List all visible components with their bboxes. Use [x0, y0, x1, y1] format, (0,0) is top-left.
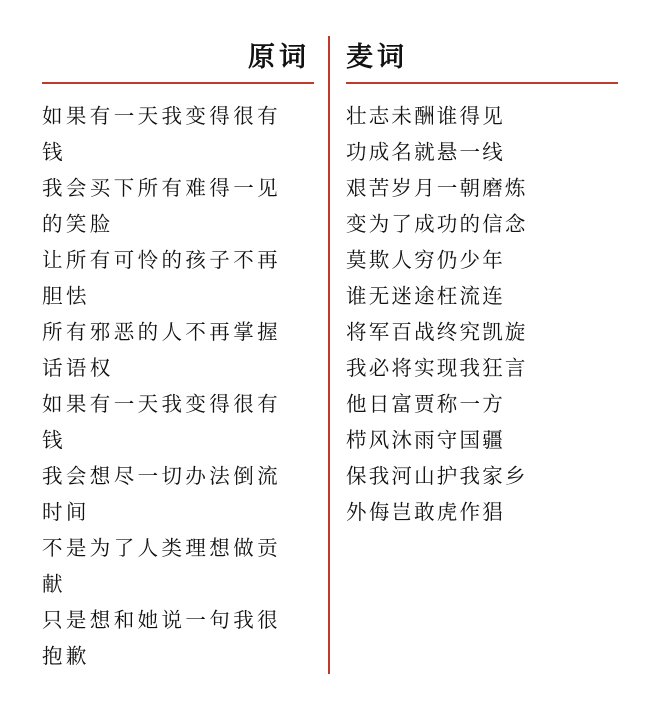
original-lyric-line: 抱歉 — [42, 644, 90, 668]
original-lyric-line: 如果有一天我变得很有 — [42, 104, 281, 128]
mai-lyric-line: 我必将实现我狂言 — [346, 356, 528, 380]
mai-lyric-line: 谁无迷途枉流连 — [346, 284, 505, 308]
mai-lyric-line: 功成名就悬一线 — [346, 140, 505, 164]
original-lyric-line: 让所有可怜的孩子不再 — [42, 248, 281, 272]
original-lyric-line: 献 — [42, 572, 66, 596]
original-lyrics-list — [42, 98, 314, 674]
mai-lyric-line: 将军百战终究凯旋 — [346, 320, 528, 344]
mai-lyrics-column — [346, 38, 618, 530]
mai-lyrics-list — [346, 98, 618, 530]
original-lyric-line: 不是为了人类理想做贡 — [42, 536, 281, 560]
original-lyric-line: 时间 — [42, 500, 90, 524]
mai-lyric-line: 栉风沐雨守国疆 — [346, 428, 505, 452]
mai-lyric-line: 艰苦岁月一朝磨炼 — [346, 176, 528, 200]
mai-lyric-line: 变为了成功的信念 — [346, 212, 528, 236]
original-lyric-line: 钱 — [42, 140, 66, 164]
original-heading-rule — [42, 82, 314, 84]
mai-heading-rule — [346, 82, 618, 84]
mai-lyric-line: 他日富贾称一方 — [346, 392, 505, 416]
column-divider — [328, 36, 330, 674]
mai-lyric-line: 壮志未酬谁得见 — [346, 104, 505, 128]
original-lyric-line: 话语权 — [42, 356, 114, 380]
original-lyric-line: 的笑脸 — [42, 212, 114, 236]
mai-lyric-line: 莫欺人穷仍少年 — [346, 248, 505, 272]
mai-lyrics-heading: 麦词 — [346, 42, 408, 73]
original-lyric-line: 所有邪恶的人不再掌握 — [42, 320, 281, 344]
original-lyrics-heading: 原词 — [248, 42, 310, 73]
original-lyric-line: 只是想和她说一句我很 — [42, 608, 281, 632]
original-lyric-line: 如果有一天我变得很有 — [42, 392, 281, 416]
original-lyrics-column — [42, 38, 314, 674]
original-lyric-line: 胆怯 — [42, 284, 90, 308]
original-lyric-line: 我会想尽一切办法倒流 — [42, 464, 281, 488]
mai-lyric-line: 外侮岂敢虎作猖 — [346, 500, 505, 524]
original-lyric-line: 我会买下所有难得一见 — [42, 176, 281, 200]
original-lyric-line: 钱 — [42, 428, 66, 452]
mai-lyric-line: 保我河山护我家乡 — [346, 464, 528, 488]
